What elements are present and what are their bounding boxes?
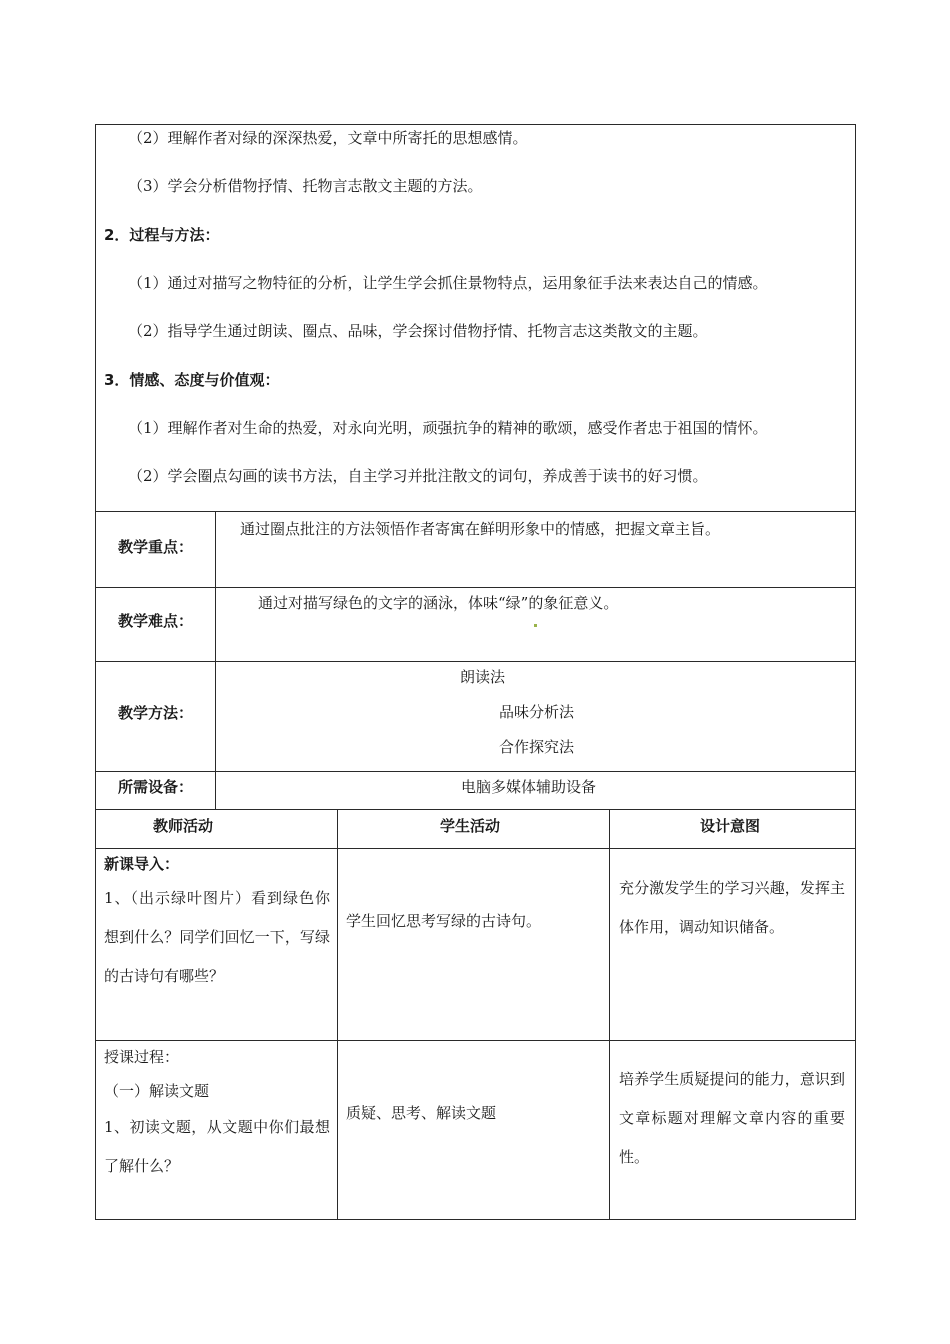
row-divider	[95, 587, 856, 588]
method-item: 朗读法	[460, 668, 506, 686]
objective-emotion-1: （1）理解作者对生命的热爱，对永向光明，顽强抗争的精神的歌颂，感受作者忠于祖国的情怀。	[128, 419, 768, 437]
column-divider	[215, 511, 216, 809]
header-student-activity: 学生活动	[440, 817, 501, 835]
teacher-row1-text: 1、（出示绿叶图片）看到绿色你想到什么？同学们回忆一下，写绿的古诗句有哪些？	[104, 889, 330, 985]
objective-knowledge-2: （2）理解作者对绿的深深热爱，文章中所寄托的思想感情。	[128, 129, 528, 147]
objective-knowledge-3: （3）学会分析借物抒情、托物言志散文主题的方法。	[128, 177, 483, 195]
objective-process-2: （2）指导学生通过朗读、圈点、品味，学会探讨借物抒情、托物言志这类散文的主题。	[128, 322, 708, 340]
teacher-row1-title: 新课导入：	[104, 855, 180, 873]
row-divider	[95, 848, 856, 849]
teacher-row2-subtitle: （一）解读文题	[104, 1082, 210, 1100]
key-point-text: 通过圈点批注的方法领悟作者寄寓在鲜明形象中的情感，把握文章主旨。	[240, 520, 721, 538]
row-divider	[95, 661, 856, 662]
objective-emotion-2: （2）学会圈点勾画的读书方法，自主学习并批注散文的词句，养成善于读书的好习惯。	[128, 467, 708, 485]
section-heading-emotion: 3．情感、态度与价值观：	[104, 371, 280, 389]
objective-process-1: （1）通过对描写之物特征的分析，让学生学会抓住景物特点，运用象征手法来表达自己的情感。	[128, 274, 768, 292]
method-item: 合作探究法	[499, 738, 575, 756]
section-heading-process: 2．过程与方法：	[104, 226, 220, 244]
teacher-row2-text: 1、初读文题，从文题中你们最想了解什么？	[104, 1118, 330, 1175]
row-divider	[95, 1040, 856, 1041]
stray-dot	[534, 624, 537, 627]
method-item: 品味分析法	[499, 703, 575, 721]
equipment-label: 所需设备：	[118, 778, 194, 796]
methods-label: 教学方法：	[118, 704, 194, 722]
difficulty-label: 教学难点：	[118, 612, 194, 630]
row-divider	[95, 771, 856, 772]
intent-row2-text: 培养学生质疑提问的能力，意识到文章标题对理解文章内容的重要性。	[619, 1070, 845, 1166]
header-teacher-activity: 教师活动	[153, 817, 214, 835]
key-point-label: 教学重点：	[118, 538, 194, 556]
student-row1-text: 学生回忆思考写绿的古诗句。	[346, 912, 542, 930]
row-divider	[95, 809, 856, 810]
column-divider	[337, 809, 338, 1220]
header-design-intent: 设计意图	[700, 817, 761, 835]
difficulty-text: 通过对描写绿色的文字的涵泳，体味“绿”的象征意义。	[258, 594, 619, 612]
equipment-text: 电脑多媒体辅助设备	[461, 778, 597, 796]
teacher-row2-title: 授课过程：	[104, 1048, 180, 1066]
intent-row1-text: 充分激发学生的学习兴趣，发挥主体作用，调动知识储备。	[619, 879, 845, 936]
row-divider	[95, 511, 856, 512]
column-divider	[609, 809, 610, 1220]
student-row2-text: 质疑、思考、解读文题	[346, 1104, 497, 1122]
